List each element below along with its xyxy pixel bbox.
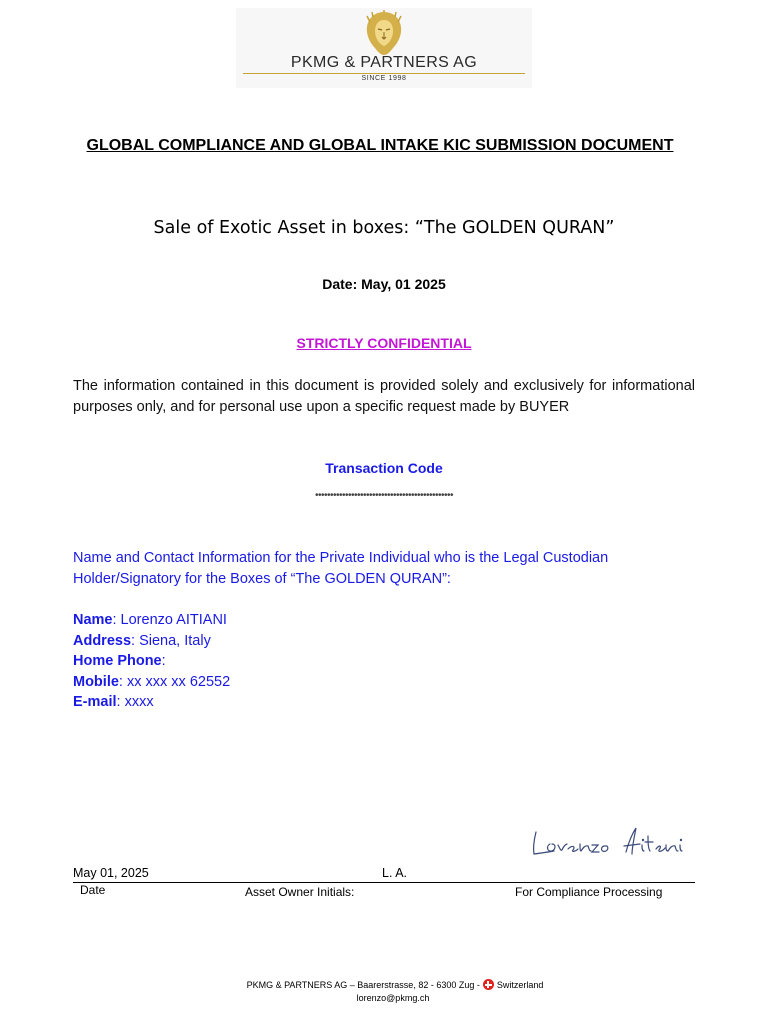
signature-line bbox=[73, 882, 695, 883]
contact-email-value: : xxxx bbox=[116, 694, 154, 711]
contact-intro: Name and Contact Information for the Private Individual who is the Legal Custodian Holder/Signatory for the Boxes of “The GOLDEN QURAN”: bbox=[73, 550, 609, 587]
disclaimer-paragraph: The information contained in this document is provided solely and exclusively for informational purposes only, and for personal use upon a specific request made by BUYER bbox=[73, 378, 695, 415]
contact-details bbox=[73, 610, 230, 713]
contact-address-value: : Siena, Italy bbox=[131, 632, 211, 649]
compliance-label: For Compliance Processing bbox=[515, 885, 663, 899]
contact-address-label: Address bbox=[73, 632, 132, 649]
contact-name-row bbox=[73, 610, 230, 631]
footer-address bbox=[0, 979, 768, 990]
transaction-code-label: Transaction Code bbox=[325, 460, 443, 476]
confidential-label: STRICTLY CONFIDENTIAL bbox=[296, 335, 472, 351]
contact-home-phone-value: : bbox=[161, 653, 166, 670]
footer-address-text: PKMG & PARTNERS AG – Baarerstrasse, 82 - 6300 Zug - bbox=[246, 980, 480, 990]
company-since: SINCE 1998 bbox=[361, 75, 407, 82]
contact-address-row bbox=[73, 631, 230, 652]
document-title: GLOBAL COMPLIANCE AND GLOBAL INTAKE KIC SUBMISSION DOCUMENT bbox=[86, 137, 674, 154]
lion-head-icon bbox=[364, 10, 404, 56]
contact-mobile-label: Mobile bbox=[73, 673, 119, 690]
footer-email[interactable]: lorenzo@pkmg.ch bbox=[356, 993, 430, 1003]
contact-mobile-value: : xx xxx xx 62552 bbox=[118, 673, 231, 690]
document-date: Date: May, 01 2025 bbox=[322, 276, 446, 292]
signature-date-value: May 01, 2025 bbox=[73, 866, 149, 880]
logo-divider bbox=[243, 73, 525, 74]
initials-label: Asset Owner Initials: bbox=[245, 885, 355, 899]
contact-home-phone-row bbox=[73, 651, 230, 672]
document-subtitle: Sale of Exotic Asset in boxes: “The GOLDEN QURAN” bbox=[153, 218, 615, 238]
footer-country: Switzerland bbox=[496, 980, 544, 990]
contact-home-phone-label: Home Phone bbox=[73, 653, 162, 670]
contact-email-row bbox=[73, 692, 230, 713]
company-name: PKMG & PARTNERS AG bbox=[290, 54, 478, 71]
swiss-flag-icon bbox=[483, 979, 494, 990]
signature-initials-value: L. A. bbox=[382, 866, 408, 880]
handwritten-signature bbox=[528, 818, 688, 866]
date-label: Date bbox=[80, 883, 106, 897]
contact-mobile-row bbox=[73, 672, 230, 693]
contact-email-label: E-mail bbox=[73, 694, 117, 711]
contact-name-value: : Lorenzo AITIANI bbox=[112, 612, 227, 628]
contact-name-label: Name bbox=[73, 612, 113, 628]
transaction-code-value: •••••••••••••••••••••••••••••••••••••••••••••• bbox=[314, 490, 454, 501]
